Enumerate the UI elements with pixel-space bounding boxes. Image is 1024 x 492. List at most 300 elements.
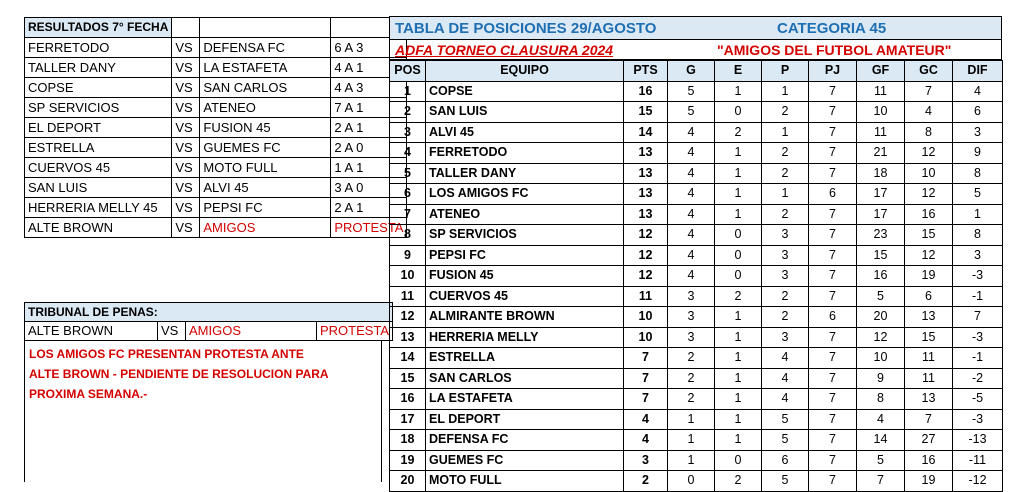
results-header-blank bbox=[172, 18, 200, 38]
standings-cell-played: 7 bbox=[809, 327, 857, 348]
standings-cell-played: 7 bbox=[809, 204, 857, 225]
standings-cell-team: ESTRELLA bbox=[426, 348, 624, 369]
standings-row bbox=[390, 102, 1003, 123]
standings-cell-goals-against: 10 bbox=[905, 163, 953, 184]
standings-cell-lost: 5 bbox=[762, 409, 809, 430]
standings-cell-played: 7 bbox=[809, 122, 857, 143]
result-away-team: PEPSI FC bbox=[200, 198, 331, 218]
standings-cell-pts: 10 bbox=[624, 307, 668, 328]
standings-cell-drawn: 0 bbox=[715, 450, 762, 471]
standings-cell-lost: 1 bbox=[762, 184, 809, 205]
standings-cell-team: FERRETODO bbox=[426, 143, 624, 164]
standings-cell-goal-diff: -1 bbox=[953, 348, 1003, 369]
standings-cell-goal-diff: 3 bbox=[953, 245, 1003, 266]
standings-cell-goals-for: 16 bbox=[857, 266, 905, 287]
result-home-team: CUERVOS 45 bbox=[25, 158, 172, 178]
standings-cell-drawn: 1 bbox=[715, 307, 762, 328]
standings-cell-played: 6 bbox=[809, 307, 857, 328]
standings-cell-goals-for: 8 bbox=[857, 389, 905, 410]
standings-cell-goals-for: 11 bbox=[857, 81, 905, 102]
result-row bbox=[25, 58, 407, 78]
standings-cell-drawn: 1 bbox=[715, 389, 762, 410]
standings-cell-pts: 16 bbox=[624, 81, 668, 102]
standings-cell-goals-against: 11 bbox=[905, 368, 953, 389]
result-score: 2 A 1 bbox=[331, 198, 407, 218]
standings-cell-lost: 3 bbox=[762, 225, 809, 246]
standings-cell-goal-diff: -12 bbox=[953, 471, 1003, 492]
standings-cell-team: ATENEO bbox=[426, 204, 624, 225]
standings-cell-goals-for: 23 bbox=[857, 225, 905, 246]
col-header-p: P bbox=[762, 61, 809, 82]
standings-cell-pos: 11 bbox=[390, 286, 426, 307]
standings-cell-goals-against: 12 bbox=[905, 143, 953, 164]
result-score: PROTESTA bbox=[331, 218, 407, 238]
standings-cell-drawn: 1 bbox=[715, 81, 762, 102]
tribunal-home: ALTE BROWN bbox=[25, 322, 158, 341]
result-row bbox=[25, 198, 407, 218]
standings-cell-team: PEPSI FC bbox=[426, 245, 624, 266]
result-away-team: LA ESTAFETA bbox=[200, 58, 331, 78]
result-score: 2 A 1 bbox=[331, 118, 407, 138]
standings-cell-drawn: 1 bbox=[715, 204, 762, 225]
result-home-team: HERRERIA MELLY 45 bbox=[25, 198, 172, 218]
standings-cell-drawn: 1 bbox=[715, 163, 762, 184]
standings-category: CATEGORIA 45 bbox=[777, 19, 887, 37]
standings-cell-pos: 20 bbox=[390, 471, 426, 492]
standings-cell-goals-for: 7 bbox=[857, 471, 905, 492]
standings-row bbox=[390, 471, 1003, 492]
standings-cell-won: 4 bbox=[668, 143, 715, 164]
standings-cell-goals-against: 7 bbox=[905, 81, 953, 102]
standings-cell-lost: 2 bbox=[762, 307, 809, 328]
standings-cell-played: 7 bbox=[809, 245, 857, 266]
results-body bbox=[25, 18, 407, 238]
standings-cell-played: 7 bbox=[809, 471, 857, 492]
standings-cell-pos: 14 bbox=[390, 348, 426, 369]
result-row bbox=[25, 158, 407, 178]
standings-cell-lost: 1 bbox=[762, 81, 809, 102]
standings-cell-lost: 3 bbox=[762, 266, 809, 287]
result-row bbox=[25, 98, 407, 118]
result-row bbox=[25, 78, 407, 98]
result-vs: VS bbox=[172, 38, 200, 58]
standings-cell-goals-against: 8 bbox=[905, 122, 953, 143]
standings-cell-goal-diff: 5 bbox=[953, 184, 1003, 205]
standings-cell-played: 7 bbox=[809, 163, 857, 184]
col-header-pts: PTS bbox=[624, 61, 668, 82]
standings-cell-team: MOTO FULL bbox=[426, 471, 624, 492]
standings-cell-goal-diff: -5 bbox=[953, 389, 1003, 410]
standings-cell-won: 0 bbox=[668, 471, 715, 492]
result-home-team: COPSE bbox=[25, 78, 172, 98]
standings-cell-team: DEFENSA FC bbox=[426, 430, 624, 451]
standings-cell-won: 4 bbox=[668, 245, 715, 266]
standings-cell-pos: 9 bbox=[390, 245, 426, 266]
standings-row bbox=[390, 307, 1003, 328]
standings-cell-goals-for: 11 bbox=[857, 122, 905, 143]
col-header-gc: GC bbox=[905, 61, 953, 82]
standings-cell-pos: 12 bbox=[390, 307, 426, 328]
standings-cell-goals-for: 9 bbox=[857, 368, 905, 389]
standings-cell-played: 7 bbox=[809, 368, 857, 389]
standings-cell-lost: 4 bbox=[762, 389, 809, 410]
col-header-e: E bbox=[715, 61, 762, 82]
tribunal-note bbox=[24, 340, 382, 482]
results-table bbox=[24, 17, 407, 238]
standings-cell-goal-diff: 1 bbox=[953, 204, 1003, 225]
standings-cell-goal-diff: 8 bbox=[953, 163, 1003, 184]
tribunal-table bbox=[24, 302, 393, 341]
standings-row bbox=[390, 327, 1003, 348]
standings-cell-team: ALMIRANTE BROWN bbox=[426, 307, 624, 328]
standings-cell-pos: 2 bbox=[390, 102, 426, 123]
standings-cell-played: 7 bbox=[809, 389, 857, 410]
standings-cell-won: 2 bbox=[668, 389, 715, 410]
standings-cell-goals-against: 19 bbox=[905, 266, 953, 287]
standings-row bbox=[390, 245, 1003, 266]
standings-cell-goals-for: 10 bbox=[857, 102, 905, 123]
col-header-pos: POS bbox=[390, 61, 426, 82]
standings-cell-goals-against: 12 bbox=[905, 184, 953, 205]
tournament-name: ADFA TORNEO CLAUSURA 2024 bbox=[395, 41, 614, 58]
result-vs: VS bbox=[172, 138, 200, 158]
standings-cell-won: 4 bbox=[668, 122, 715, 143]
standings-cell-pts: 3 bbox=[624, 450, 668, 471]
standings-cell-team: CUERVOS 45 bbox=[426, 286, 624, 307]
standings-cell-played: 7 bbox=[809, 102, 857, 123]
standings-cell-won: 3 bbox=[668, 286, 715, 307]
standings-cell-drawn: 2 bbox=[715, 286, 762, 307]
standings-cell-drawn: 1 bbox=[715, 348, 762, 369]
tribunal-score: PROTESTA bbox=[317, 322, 393, 341]
tribunal-note-line: LOS AMIGOS FC PRESENTAN PROTESTA ANTE bbox=[29, 347, 304, 361]
standings-cell-pos: 4 bbox=[390, 143, 426, 164]
standings-cell-goals-for: 14 bbox=[857, 430, 905, 451]
standings-cell-pts: 12 bbox=[624, 266, 668, 287]
standings-cell-pts: 4 bbox=[624, 430, 668, 451]
standings-cell-lost: 3 bbox=[762, 327, 809, 348]
standings-cell-lost: 4 bbox=[762, 348, 809, 369]
standings-cell-goals-against: 13 bbox=[905, 389, 953, 410]
col-header-pj: PJ bbox=[809, 61, 857, 82]
standings-cell-goals-for: 5 bbox=[857, 286, 905, 307]
standings-cell-pos: 3 bbox=[390, 122, 426, 143]
result-vs: VS bbox=[172, 78, 200, 98]
standings-cell-pts: 11 bbox=[624, 286, 668, 307]
standings-cell-played: 7 bbox=[809, 225, 857, 246]
col-header-g: G bbox=[668, 61, 715, 82]
standings-row bbox=[390, 204, 1003, 225]
standings-cell-goal-diff: 3 bbox=[953, 122, 1003, 143]
standings-cell-pos: 7 bbox=[390, 204, 426, 225]
standings-row bbox=[390, 368, 1003, 389]
standings-cell-pos: 5 bbox=[390, 163, 426, 184]
standings-cell-goals-against: 13 bbox=[905, 307, 953, 328]
standings-cell-pts: 15 bbox=[624, 102, 668, 123]
col-header-gf: GF bbox=[857, 61, 905, 82]
standings-cell-team: ALVI 45 bbox=[426, 122, 624, 143]
standings-cell-won: 2 bbox=[668, 348, 715, 369]
result-vs: VS bbox=[172, 98, 200, 118]
standings-cell-pos: 15 bbox=[390, 368, 426, 389]
standings-cell-goals-for: 12 bbox=[857, 327, 905, 348]
tribunal-note-line: PROXIMA SEMANA.- bbox=[29, 387, 148, 401]
result-vs: VS bbox=[172, 198, 200, 218]
result-vs: VS bbox=[172, 118, 200, 138]
standings-cell-drawn: 2 bbox=[715, 471, 762, 492]
standings-cell-lost: 3 bbox=[762, 245, 809, 266]
result-row bbox=[25, 138, 407, 158]
standings-cell-goals-for: 4 bbox=[857, 409, 905, 430]
standings-cell-team: SAN CARLOS bbox=[426, 368, 624, 389]
result-vs: VS bbox=[172, 218, 200, 238]
standings-cell-team: FUSION 45 bbox=[426, 266, 624, 287]
standings-cell-goals-against: 7 bbox=[905, 409, 953, 430]
standings-cell-lost: 5 bbox=[762, 471, 809, 492]
standings-body bbox=[390, 81, 1003, 491]
tribunal-away: AMIGOS bbox=[186, 322, 317, 341]
standings-cell-goals-for: 21 bbox=[857, 143, 905, 164]
standings-cell-goals-against: 15 bbox=[905, 327, 953, 348]
standings-cell-played: 7 bbox=[809, 430, 857, 451]
standings-cell-goals-for: 18 bbox=[857, 163, 905, 184]
standings-cell-pts: 7 bbox=[624, 368, 668, 389]
standings-cell-played: 6 bbox=[809, 184, 857, 205]
standings-cell-pos: 8 bbox=[390, 225, 426, 246]
standings-row bbox=[390, 225, 1003, 246]
standings-cell-goals-against: 19 bbox=[905, 471, 953, 492]
result-vs: VS bbox=[172, 178, 200, 198]
result-row bbox=[25, 178, 407, 198]
standings-cell-goals-against: 12 bbox=[905, 245, 953, 266]
standings-cell-played: 7 bbox=[809, 143, 857, 164]
standings-cell-goals-against: 27 bbox=[905, 430, 953, 451]
standings-cell-lost: 2 bbox=[762, 163, 809, 184]
standings-cell-won: 1 bbox=[668, 450, 715, 471]
standings-cell-won: 4 bbox=[668, 204, 715, 225]
result-away-team: ATENEO bbox=[200, 98, 331, 118]
standings-cell-goal-diff: -11 bbox=[953, 450, 1003, 471]
standings-cell-drawn: 1 bbox=[715, 184, 762, 205]
tournament-bar bbox=[389, 40, 1002, 60]
result-away-team: FUSION 45 bbox=[200, 118, 331, 138]
standings-cell-team: COPSE bbox=[426, 81, 624, 102]
standings-cell-drawn: 1 bbox=[715, 409, 762, 430]
result-row bbox=[25, 218, 407, 238]
standings-title-bar bbox=[389, 16, 1002, 40]
result-away-team: MOTO FULL bbox=[200, 158, 331, 178]
standings-cell-goal-diff: -13 bbox=[953, 430, 1003, 451]
standings-cell-pts: 13 bbox=[624, 163, 668, 184]
standings-cell-goals-against: 16 bbox=[905, 204, 953, 225]
standings-cell-goals-against: 15 bbox=[905, 225, 953, 246]
result-home-team: SP SERVICIOS bbox=[25, 98, 172, 118]
standings-cell-pos: 18 bbox=[390, 430, 426, 451]
standings-cell-goal-diff: -3 bbox=[953, 266, 1003, 287]
standings-cell-goal-diff: -3 bbox=[953, 409, 1003, 430]
standings-cell-goal-diff: -3 bbox=[953, 327, 1003, 348]
result-score: 4 A 1 bbox=[331, 58, 407, 78]
standings-row bbox=[390, 81, 1003, 102]
standings-cell-pts: 7 bbox=[624, 348, 668, 369]
standings-cell-team: LA ESTAFETA bbox=[426, 389, 624, 410]
result-away-team: AMIGOS bbox=[200, 218, 331, 238]
standings-cell-goals-against: 16 bbox=[905, 450, 953, 471]
result-away-team: DEFENSA FC bbox=[200, 38, 331, 58]
col-header-equipo: EQUIPO bbox=[426, 61, 624, 82]
standings-cell-team: GUEMES FC bbox=[426, 450, 624, 471]
standings-row bbox=[390, 348, 1003, 369]
results-title: RESULTADOS 7° FECHA bbox=[25, 18, 172, 38]
standings-cell-played: 7 bbox=[809, 266, 857, 287]
results-header-row bbox=[25, 18, 407, 38]
standings-cell-team: SP SERVICIOS bbox=[426, 225, 624, 246]
standings-row bbox=[390, 266, 1003, 287]
result-home-team: ESTRELLA bbox=[25, 138, 172, 158]
standings-cell-pts: 13 bbox=[624, 143, 668, 164]
standings-cell-goals-against: 4 bbox=[905, 102, 953, 123]
standings-cell-won: 5 bbox=[668, 102, 715, 123]
standings-cell-goals-for: 5 bbox=[857, 450, 905, 471]
standings-cell-lost: 2 bbox=[762, 143, 809, 164]
standings-cell-pts: 7 bbox=[624, 389, 668, 410]
standings-cell-goals-for: 17 bbox=[857, 184, 905, 205]
standings-cell-won: 2 bbox=[668, 368, 715, 389]
standings-cell-lost: 2 bbox=[762, 204, 809, 225]
result-home-team: ALTE BROWN bbox=[25, 218, 172, 238]
standings-cell-team: EL DEPORT bbox=[426, 409, 624, 430]
standings-cell-played: 7 bbox=[809, 348, 857, 369]
standings-cell-team: TALLER DANY bbox=[426, 163, 624, 184]
standings-cell-won: 4 bbox=[668, 163, 715, 184]
standings-cell-drawn: 0 bbox=[715, 245, 762, 266]
standings-cell-goal-diff: -2 bbox=[953, 368, 1003, 389]
standings-cell-won: 5 bbox=[668, 81, 715, 102]
standings-title: TABLA DE POSICIONES 29/AGOSTO bbox=[395, 19, 657, 37]
standings-cell-drawn: 0 bbox=[715, 102, 762, 123]
result-score: 4 A 3 bbox=[331, 78, 407, 98]
standings-row bbox=[390, 430, 1003, 451]
standings-cell-lost: 6 bbox=[762, 450, 809, 471]
tribunal-note-line: ALTE BROWN - PENDIENTE DE RESOLUCION PARA bbox=[29, 367, 329, 381]
standings-cell-played: 7 bbox=[809, 450, 857, 471]
standings-cell-won: 4 bbox=[668, 266, 715, 287]
standings-cell-pts: 4 bbox=[624, 409, 668, 430]
standings-cell-goals-for: 10 bbox=[857, 348, 905, 369]
standings-cell-drawn: 1 bbox=[715, 327, 762, 348]
standings-cell-goal-diff: 6 bbox=[953, 102, 1003, 123]
standings-header-row bbox=[390, 61, 1003, 82]
standings-row bbox=[390, 163, 1003, 184]
standings-cell-goals-against: 11 bbox=[905, 348, 953, 369]
standings-row bbox=[390, 450, 1003, 471]
result-row bbox=[25, 118, 407, 138]
result-score: 7 A 1 bbox=[331, 98, 407, 118]
standings-cell-pts: 13 bbox=[624, 184, 668, 205]
tribunal-header-row bbox=[25, 303, 393, 322]
standings-row bbox=[390, 184, 1003, 205]
standings-cell-goals-for: 17 bbox=[857, 204, 905, 225]
tribunal-vs: VS bbox=[158, 322, 186, 341]
standings-cell-pts: 12 bbox=[624, 245, 668, 266]
result-home-team: SAN LUIS bbox=[25, 178, 172, 198]
standings-cell-lost: 2 bbox=[762, 102, 809, 123]
standings-cell-pos: 16 bbox=[390, 389, 426, 410]
standings-cell-pts: 10 bbox=[624, 327, 668, 348]
standings-cell-team: LOS AMIGOS FC bbox=[426, 184, 624, 205]
standings-cell-lost: 1 bbox=[762, 122, 809, 143]
standings-cell-pos: 1 bbox=[390, 81, 426, 102]
result-vs: VS bbox=[172, 158, 200, 178]
tribunal-title: TRIBUNAL DE PENAS: bbox=[25, 303, 393, 322]
standings-panel bbox=[389, 16, 1002, 492]
standings-cell-pos: 19 bbox=[390, 450, 426, 471]
standings-row bbox=[390, 286, 1003, 307]
standings-cell-won: 3 bbox=[668, 307, 715, 328]
result-home-team: TALLER DANY bbox=[25, 58, 172, 78]
standings-cell-lost: 2 bbox=[762, 286, 809, 307]
standings-cell-goal-diff: -1 bbox=[953, 286, 1003, 307]
tribunal-row bbox=[25, 322, 393, 341]
standings-cell-pos: 13 bbox=[390, 327, 426, 348]
result-away-team: ALVI 45 bbox=[200, 178, 331, 198]
standings-row bbox=[390, 409, 1003, 430]
col-header-dif: DIF bbox=[953, 61, 1003, 82]
standings-cell-drawn: 0 bbox=[715, 225, 762, 246]
result-score: 1 A 1 bbox=[331, 158, 407, 178]
standings-cell-pos: 17 bbox=[390, 409, 426, 430]
standings-cell-drawn: 2 bbox=[715, 122, 762, 143]
result-away-team: SAN CARLOS bbox=[200, 78, 331, 98]
standings-row bbox=[390, 143, 1003, 164]
standings-cell-goal-diff: 9 bbox=[953, 143, 1003, 164]
standings-cell-played: 7 bbox=[809, 409, 857, 430]
standings-cell-lost: 5 bbox=[762, 430, 809, 451]
standings-cell-goals-for: 15 bbox=[857, 245, 905, 266]
standings-cell-goal-diff: 7 bbox=[953, 307, 1003, 328]
result-home-team: EL DEPORT bbox=[25, 118, 172, 138]
standings-cell-pts: 13 bbox=[624, 204, 668, 225]
standings-cell-won: 4 bbox=[668, 225, 715, 246]
standings-cell-pos: 6 bbox=[390, 184, 426, 205]
standings-cell-pts: 2 bbox=[624, 471, 668, 492]
standings-cell-drawn: 1 bbox=[715, 368, 762, 389]
result-home-team: FERRETODO bbox=[25, 38, 172, 58]
standings-cell-pts: 14 bbox=[624, 122, 668, 143]
standings-cell-pts: 12 bbox=[624, 225, 668, 246]
result-score: 2 A 0 bbox=[331, 138, 407, 158]
standings-cell-lost: 4 bbox=[762, 368, 809, 389]
standings-cell-played: 7 bbox=[809, 286, 857, 307]
result-score: 6 A 3 bbox=[331, 38, 407, 58]
standings-cell-goals-for: 20 bbox=[857, 307, 905, 328]
standings-cell-won: 3 bbox=[668, 327, 715, 348]
standings-row bbox=[390, 389, 1003, 410]
result-away-team: GUEMES FC bbox=[200, 138, 331, 158]
standings-cell-goals-against: 6 bbox=[905, 286, 953, 307]
standings-row bbox=[390, 122, 1003, 143]
results-header-blank bbox=[200, 18, 331, 38]
result-score: 3 A 0 bbox=[331, 178, 407, 198]
league-name: "AMIGOS DEL FUTBOL AMATEUR" bbox=[717, 41, 952, 58]
standings-cell-goal-diff: 8 bbox=[953, 225, 1003, 246]
standings-cell-won: 4 bbox=[668, 184, 715, 205]
standings-cell-drawn: 1 bbox=[715, 430, 762, 451]
standings-cell-won: 1 bbox=[668, 409, 715, 430]
standings-cell-team: HERRERIA MELLY bbox=[426, 327, 624, 348]
standings-cell-drawn: 1 bbox=[715, 143, 762, 164]
standings-table bbox=[389, 60, 1003, 492]
